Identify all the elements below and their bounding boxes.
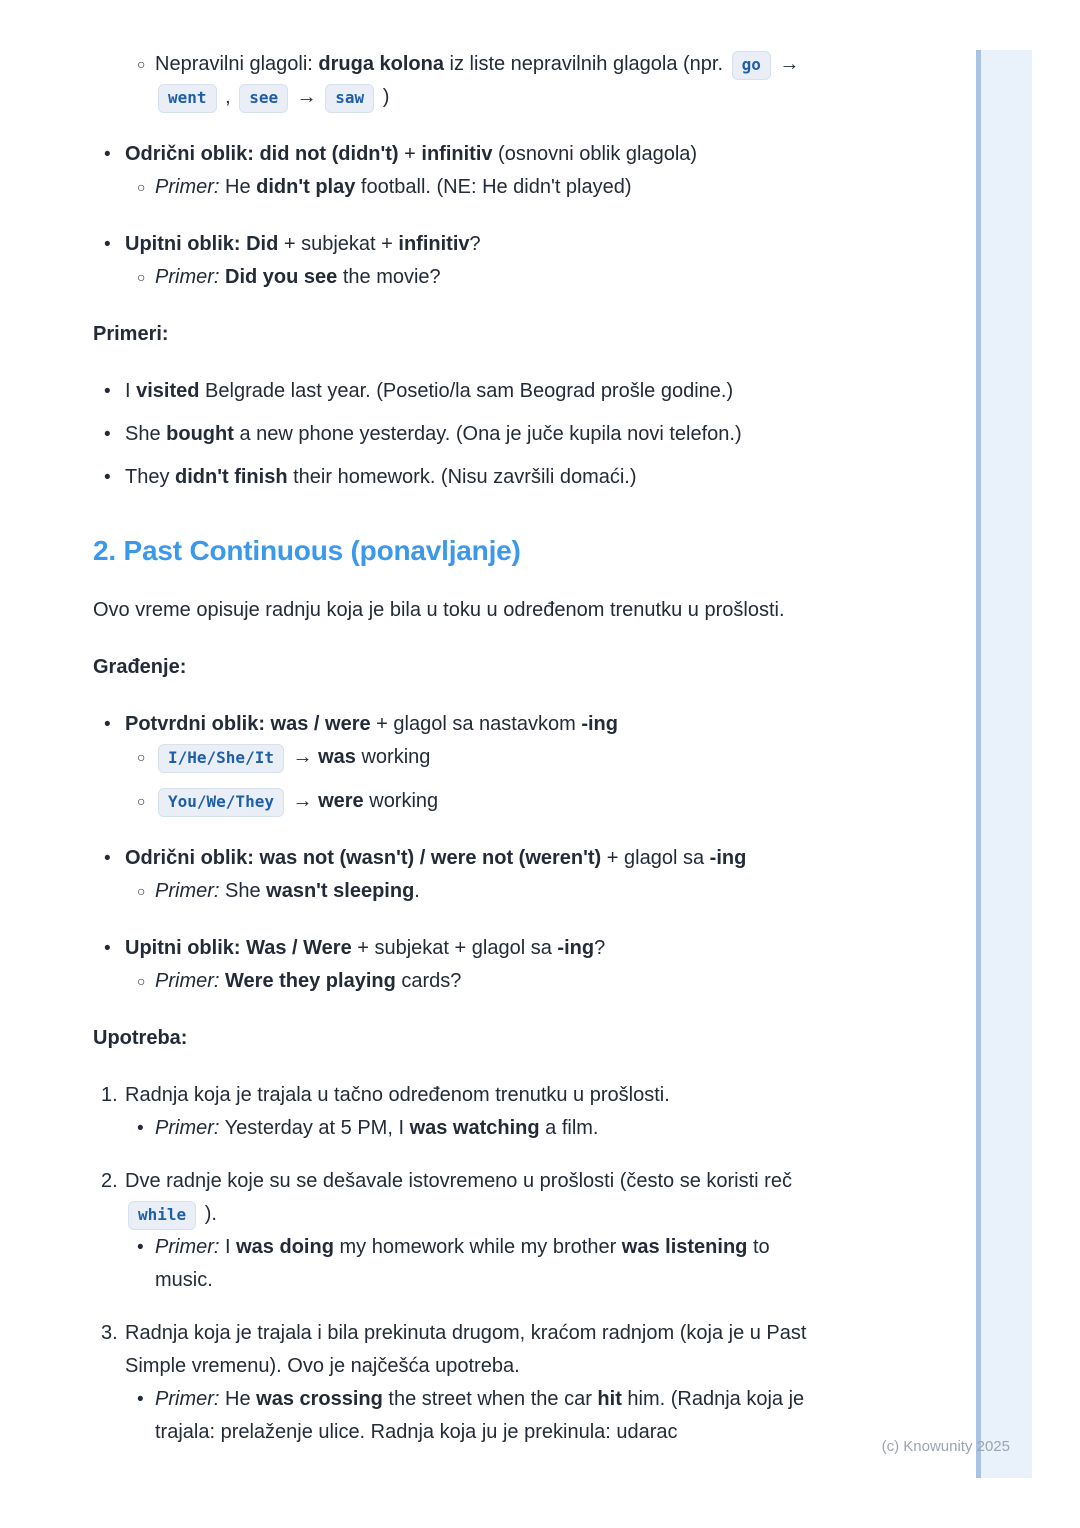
text-segment: Yesterday at 5 PM, I bbox=[219, 1117, 410, 1139]
code-badge: saw bbox=[325, 84, 374, 113]
list-row bbox=[93, 375, 827, 408]
text-segment: were bbox=[318, 790, 364, 812]
list-row bbox=[93, 418, 827, 451]
text-segment: -ing bbox=[557, 937, 595, 959]
text-segment: hit bbox=[597, 1388, 622, 1410]
paragraph: Ovo vreme opisuje radnju koja je bila u toku u određenom trenutku u prošlosti. bbox=[93, 599, 785, 621]
text-segment: ). bbox=[199, 1203, 217, 1225]
item-number: 3. bbox=[101, 1322, 118, 1344]
bullet-marker: • bbox=[104, 144, 111, 165]
document-content bbox=[93, 48, 827, 1473]
text-segment: , bbox=[219, 86, 237, 108]
text-segment: iz liste nepravilnih glagola (npr. bbox=[444, 53, 729, 75]
list-item bbox=[93, 461, 827, 494]
text-segment: + glagol sa bbox=[601, 847, 710, 869]
text-segment: Primer: bbox=[155, 880, 220, 902]
list-row bbox=[93, 461, 827, 494]
list-item bbox=[125, 1112, 827, 1145]
text-segment: wasn't sleeping bbox=[266, 880, 415, 902]
text-segment: → bbox=[773, 53, 800, 75]
text-segment: Were they playing bbox=[225, 970, 396, 992]
text-segment: infinitiv bbox=[398, 233, 470, 255]
text-segment: was listening bbox=[621, 1236, 748, 1258]
item-content bbox=[125, 708, 827, 741]
bullet-marker: ○ bbox=[137, 179, 146, 195]
list-item bbox=[93, 1079, 827, 1145]
text-segment: football. (NE: He didn't played) bbox=[355, 176, 632, 198]
list-item bbox=[93, 1317, 827, 1449]
text-segment: -ing bbox=[709, 847, 747, 869]
list-item bbox=[93, 228, 827, 294]
text-segment: Primer: bbox=[155, 176, 220, 198]
item-content bbox=[125, 1165, 827, 1231]
text-segment: a new phone yesterday. (Ona je juče kupila novi telefon.) bbox=[233, 423, 742, 445]
text-segment: + subjekat + bbox=[278, 233, 399, 255]
bullet-marker: • bbox=[104, 714, 111, 735]
bullet-list bbox=[125, 48, 827, 114]
bullet-list bbox=[93, 708, 827, 998]
item-content bbox=[155, 261, 827, 294]
text-segment: their homework. (Nisu završili domaći.) bbox=[287, 466, 637, 488]
list-item bbox=[125, 875, 827, 908]
list-row bbox=[125, 1383, 827, 1449]
list-item bbox=[125, 171, 827, 204]
text-segment: Radnja koja je trajala i bila prekinuta drugom, kraćom radnjom (koja je u Past Simple vremenu). Ovo je najčešća upotreba. bbox=[125, 1322, 807, 1377]
list-item bbox=[93, 842, 827, 908]
item-content bbox=[125, 461, 827, 494]
text-segment: Radnja koja je trajala u tačno određenom trenutku u prošlosti. bbox=[125, 1084, 670, 1106]
text-segment: didn't finish bbox=[175, 466, 288, 488]
code-badge: I/He/She/It bbox=[158, 744, 284, 773]
list-row bbox=[125, 741, 827, 774]
item-content bbox=[155, 1112, 827, 1145]
text-segment: He bbox=[219, 1388, 257, 1410]
bullet-marker: ○ bbox=[137, 269, 146, 285]
text-segment: (osnovni oblik glagola) bbox=[492, 143, 698, 165]
list-item bbox=[93, 1165, 827, 1297]
bullet-marker: • bbox=[104, 234, 111, 255]
list-row bbox=[125, 261, 827, 294]
list-item bbox=[93, 418, 827, 451]
item-content bbox=[125, 375, 827, 408]
list-row bbox=[125, 875, 827, 908]
text-segment: didn't play bbox=[256, 176, 356, 198]
sub-list bbox=[125, 1112, 827, 1145]
text-segment: him. (Radnja koja je trajala: prelaženje ulice. Radnja koja ju je prekinula: udarac bbox=[155, 1388, 805, 1443]
text-segment: Odrični oblik: was not (wasn't) / were not (weren't) bbox=[125, 847, 602, 869]
bullet-marker: • bbox=[104, 424, 111, 445]
item-content bbox=[125, 418, 827, 451]
list-row bbox=[93, 1317, 827, 1383]
item-content bbox=[155, 171, 827, 204]
bullet-marker: • bbox=[137, 1237, 144, 1258]
text-segment: Primer: bbox=[155, 1236, 220, 1258]
sub-list bbox=[125, 1231, 827, 1297]
text-segment: Odrični oblik: did not (didn't) bbox=[125, 143, 399, 165]
list-item bbox=[93, 138, 827, 204]
text-segment: + subjekat + glagol sa bbox=[351, 937, 558, 959]
code-badge: see bbox=[239, 84, 288, 113]
text-segment: I bbox=[219, 1236, 237, 1258]
text-segment: Potvrdni oblik: was / were bbox=[125, 713, 371, 735]
text-segment: Dve radnje koje su se dešavale istovremeno u prošlosti (često se koristi reč bbox=[125, 1170, 792, 1192]
item-content bbox=[155, 1383, 827, 1449]
text-segment: ) bbox=[377, 86, 390, 108]
text-segment: was doing bbox=[236, 1236, 334, 1258]
text-segment: Upitni oblik: Was / Were bbox=[125, 937, 352, 959]
text-segment: visited bbox=[136, 380, 200, 402]
item-number: 2. bbox=[101, 1170, 118, 1192]
bullet-marker: ○ bbox=[137, 56, 146, 72]
bullet-list bbox=[93, 1079, 827, 1449]
text-segment: working bbox=[355, 746, 431, 768]
sub-list bbox=[125, 741, 827, 818]
list-row bbox=[125, 785, 827, 818]
sub-list bbox=[125, 171, 827, 204]
list-row bbox=[93, 708, 827, 741]
list-item bbox=[125, 965, 827, 998]
list-row bbox=[93, 1165, 827, 1231]
text-segment: -ing bbox=[581, 713, 618, 735]
sub-list bbox=[125, 261, 827, 294]
text-segment: They bbox=[125, 466, 176, 488]
scrollbar-track[interactable] bbox=[981, 50, 1032, 1478]
list-item bbox=[125, 48, 827, 114]
text-segment: → bbox=[291, 86, 323, 108]
text-segment: ? bbox=[594, 937, 606, 959]
text-segment: + bbox=[398, 143, 422, 165]
item-content bbox=[155, 1231, 827, 1297]
bullet-marker: ○ bbox=[137, 973, 146, 989]
text-segment: . bbox=[414, 880, 420, 902]
text-segment: Primer: bbox=[155, 1388, 220, 1410]
text-segment: the movie? bbox=[337, 266, 441, 288]
text-segment: was watching bbox=[409, 1117, 540, 1139]
text-segment: I bbox=[125, 380, 137, 402]
list-item bbox=[125, 261, 827, 294]
text-segment: Upitni oblik: Did bbox=[125, 233, 279, 255]
text-segment: She bbox=[219, 880, 267, 902]
text-segment: → bbox=[286, 746, 319, 768]
list-item bbox=[125, 785, 827, 818]
list-item bbox=[125, 1383, 827, 1449]
text-segment: was crossing bbox=[256, 1388, 383, 1410]
bullet-marker: ○ bbox=[137, 883, 146, 899]
bullet-marker: ○ bbox=[137, 793, 146, 809]
text-segment: druga kolona bbox=[318, 53, 444, 75]
bullet-marker: • bbox=[104, 848, 111, 869]
bullet-marker: • bbox=[104, 467, 111, 488]
section-label: Upotreba: bbox=[93, 1027, 188, 1049]
text-segment: + glagol sa nastavkom bbox=[370, 713, 582, 735]
text-segment: She bbox=[125, 423, 167, 445]
item-number: 1. bbox=[101, 1084, 118, 1106]
section-label: Građenje: bbox=[93, 656, 187, 678]
list-row bbox=[125, 1231, 827, 1297]
list-row bbox=[93, 138, 827, 171]
bullet-marker: • bbox=[104, 938, 111, 959]
bullet-list bbox=[93, 375, 827, 494]
item-content bbox=[125, 842, 827, 875]
watermark: (c) Knowunity 2025 bbox=[881, 1438, 1010, 1455]
code-badge: go bbox=[732, 51, 771, 80]
list-item bbox=[125, 1231, 827, 1297]
section-heading: 2. Past Continuous (ponavljanje) bbox=[93, 535, 521, 566]
item-content bbox=[155, 965, 827, 998]
item-content bbox=[125, 932, 827, 965]
list-row bbox=[93, 228, 827, 261]
text-segment: my homework while my brother bbox=[333, 1236, 622, 1258]
list-row bbox=[93, 932, 827, 965]
bullet-marker: • bbox=[137, 1389, 144, 1410]
list-row bbox=[125, 1112, 827, 1145]
text-segment: Primer: bbox=[155, 1117, 220, 1139]
list-item bbox=[93, 708, 827, 818]
sub-list bbox=[125, 875, 827, 908]
item-content bbox=[155, 48, 827, 114]
item-content bbox=[125, 1317, 827, 1383]
item-content bbox=[155, 875, 827, 908]
item-content bbox=[125, 1079, 827, 1112]
list-item bbox=[93, 932, 827, 998]
text-segment: was bbox=[318, 746, 356, 768]
item-content bbox=[155, 785, 827, 818]
text-segment: → bbox=[286, 790, 319, 812]
text-segment: Primer: bbox=[155, 266, 220, 288]
code-badge: while bbox=[128, 1201, 196, 1230]
item-content bbox=[155, 741, 827, 774]
text-segment: a film. bbox=[539, 1117, 599, 1139]
list-row bbox=[125, 965, 827, 998]
sub-list bbox=[125, 1383, 827, 1449]
text-segment: working bbox=[363, 790, 439, 812]
sub-list bbox=[125, 965, 827, 998]
list-row bbox=[125, 171, 827, 204]
list-item bbox=[125, 741, 827, 774]
text-segment: Belgrade last year. (Posetio/la sam Beograd prošle godine.) bbox=[199, 380, 734, 402]
section-label: Primeri: bbox=[93, 323, 169, 345]
text-segment: the street when the car bbox=[382, 1388, 598, 1410]
bullet-marker: ○ bbox=[137, 749, 146, 765]
text-segment: infinitiv bbox=[421, 143, 493, 165]
list-row bbox=[125, 48, 827, 114]
scrollbar-thumb[interactable] bbox=[976, 50, 981, 1478]
bullet-marker: • bbox=[104, 381, 111, 402]
code-badge: You/We/They bbox=[158, 788, 284, 817]
text-segment: ? bbox=[469, 233, 481, 255]
bullet-marker: • bbox=[137, 1118, 144, 1139]
text-segment: cards? bbox=[395, 970, 462, 992]
text-segment: Nepravilni glagoli: bbox=[155, 53, 319, 75]
text-segment: He bbox=[219, 176, 257, 198]
item-content bbox=[125, 228, 827, 261]
text-segment: Did you see bbox=[225, 266, 338, 288]
text-segment: Primer: bbox=[155, 970, 220, 992]
bullet-list bbox=[93, 138, 827, 294]
list-item bbox=[93, 375, 827, 408]
code-badge: went bbox=[158, 84, 217, 113]
list-row bbox=[93, 842, 827, 875]
text-segment: to music. bbox=[155, 1236, 770, 1291]
text-segment: bought bbox=[166, 423, 234, 445]
item-content bbox=[125, 138, 827, 171]
list-row bbox=[93, 1079, 827, 1112]
